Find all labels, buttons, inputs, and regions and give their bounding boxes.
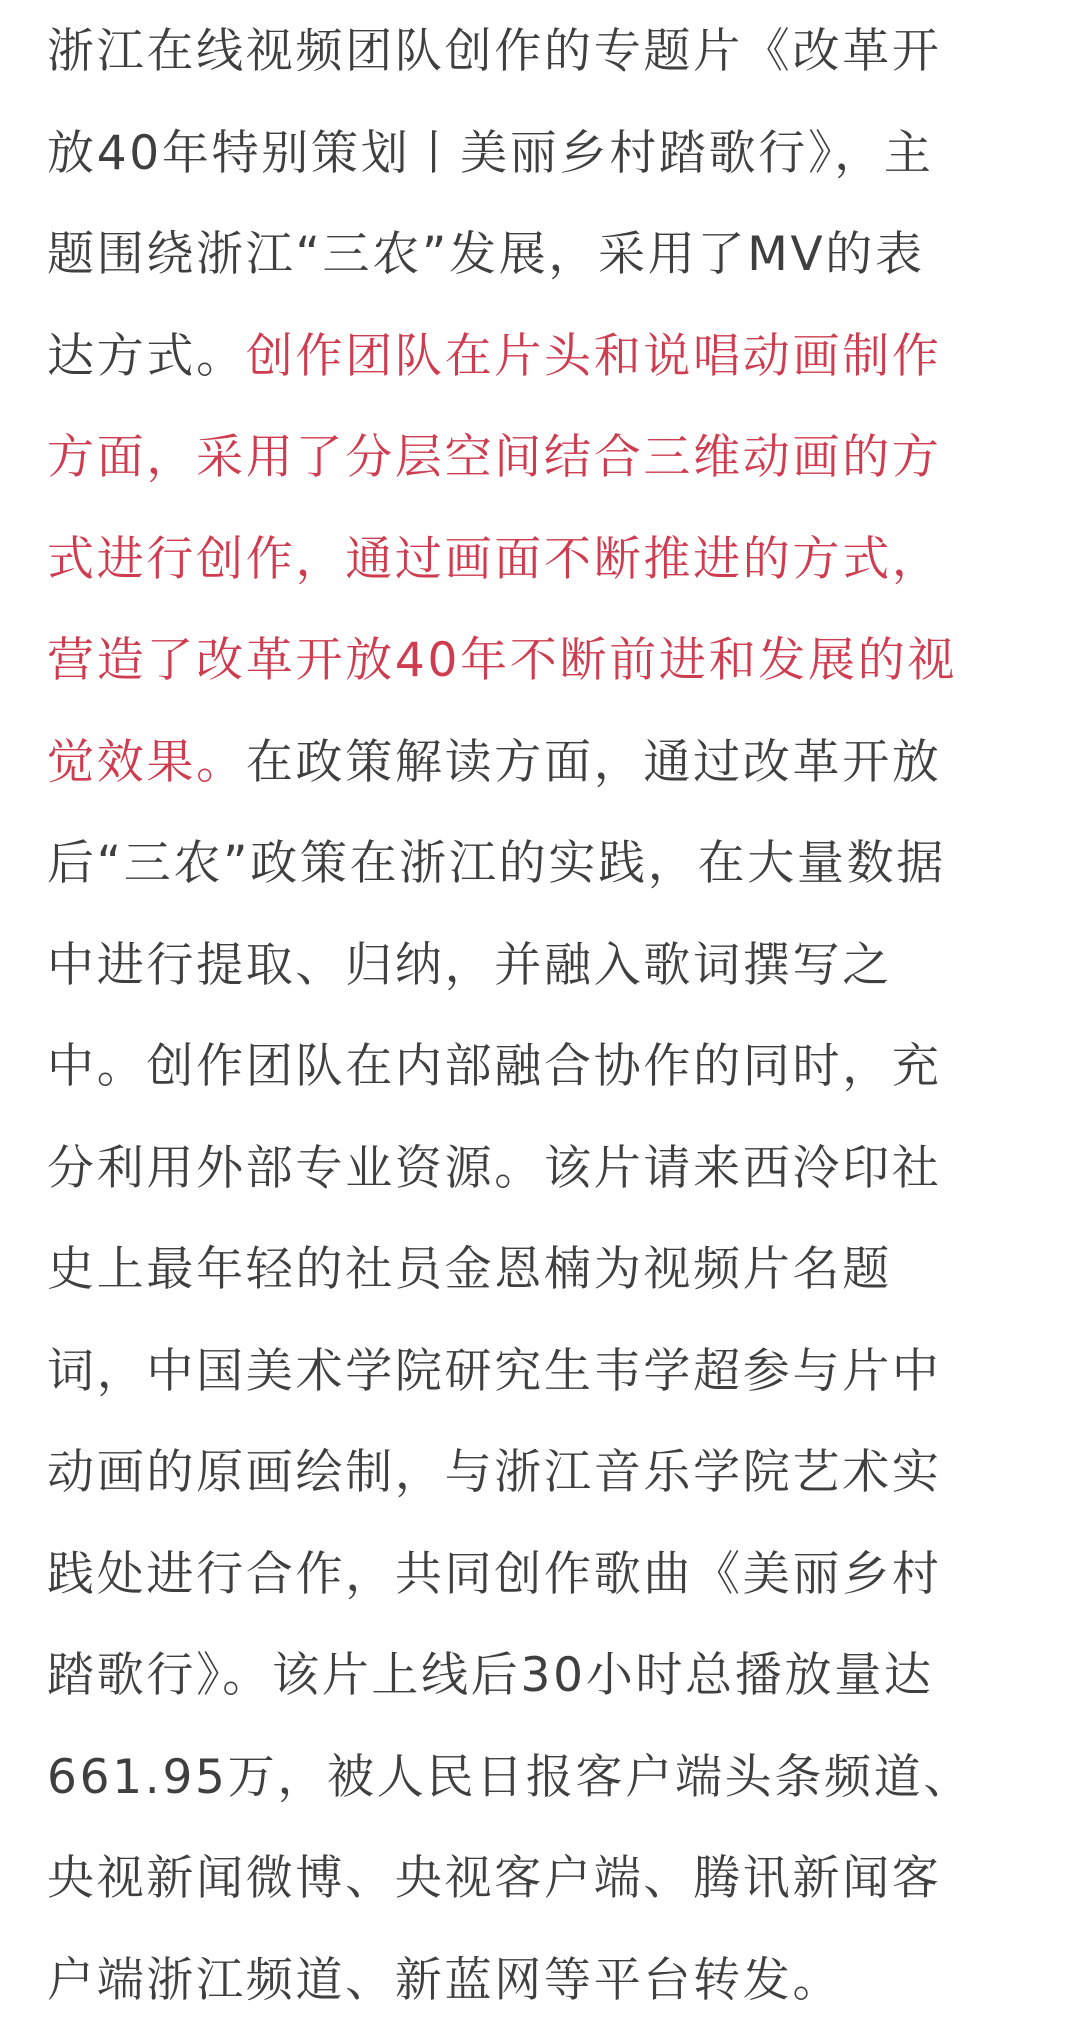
body-text: 户端浙江频道、新蓝网等平台转发。: [47, 1953, 842, 2008]
highlighted-text: 式进行创作，通过画面不断推进的方式，: [47, 532, 942, 587]
text-line: [47, 1533, 1033, 1635]
article-body: [47, 10, 1033, 2040]
text-line: [47, 518, 1033, 620]
body-text: 放40年特别策划丨美丽乡村踏歌行》，主: [47, 126, 934, 181]
text-line: [47, 1025, 1033, 1127]
text-line: [47, 1228, 1033, 1330]
body-text: 后“三农”政策在浙江的实践，在大量数据: [47, 836, 946, 891]
text-line: [47, 213, 1033, 315]
body-text: 题围绕浙江“三农”发展，采用了MV的表: [47, 227, 925, 282]
highlighted-text: 方面，采用了分层空间结合三维动画的方: [47, 430, 942, 485]
text-line: [47, 1127, 1033, 1229]
highlighted-text: 创作团队在片头和说唱动画制作: [246, 329, 942, 384]
text-line: [47, 1736, 1033, 1838]
body-text: 中进行提取、归纳，并融入歌词撰写之: [47, 938, 892, 993]
body-text: 踏歌行》。该片上线后30小时总播放量达: [47, 1648, 934, 1703]
body-text: 在政策解读方面，通过改革开放: [246, 735, 942, 790]
text-line: [47, 1431, 1033, 1533]
text-line: [47, 1837, 1033, 1939]
body-text: 达方式。: [47, 329, 246, 384]
body-text: 词，中国美术学院研究生韦学超参与片中: [47, 1344, 942, 1399]
text-line: [47, 1330, 1033, 1432]
highlighted-text: 觉效果。: [47, 735, 246, 790]
body-text: 动画的原画绘制，与浙江音乐学院艺术实: [47, 1445, 942, 1500]
text-line: [47, 721, 1033, 823]
text-line: [47, 10, 1033, 112]
text-line: [47, 1939, 1033, 2040]
body-text: 661.95万，被人民日报客户端头条频道、: [47, 1750, 973, 1805]
text-line: [47, 315, 1033, 417]
body-text: 分利用外部专业资源。该片请来西泠印社: [47, 1141, 942, 1196]
highlighted-text: 营造了改革开放40年不断前进和发展的视: [47, 633, 957, 688]
text-line: [47, 416, 1033, 518]
body-text: 史上最年轻的社员金恩楠为视频片名题: [47, 1242, 892, 1297]
text-line: [47, 619, 1033, 721]
body-text: 践处进行合作，共同创作歌曲《美丽乡村: [47, 1547, 942, 1602]
text-line: [47, 822, 1033, 924]
body-text: 中。创作团队在内部融合协作的同时，充: [47, 1039, 942, 1094]
body-text: 浙江在线视频团队创作的专题片《改革开: [47, 24, 942, 79]
body-text: 央视新闻微博、央视客户端、腾讯新闻客: [47, 1851, 942, 1906]
text-line: [47, 112, 1033, 214]
text-line: [47, 1634, 1033, 1736]
text-line: [47, 924, 1033, 1026]
